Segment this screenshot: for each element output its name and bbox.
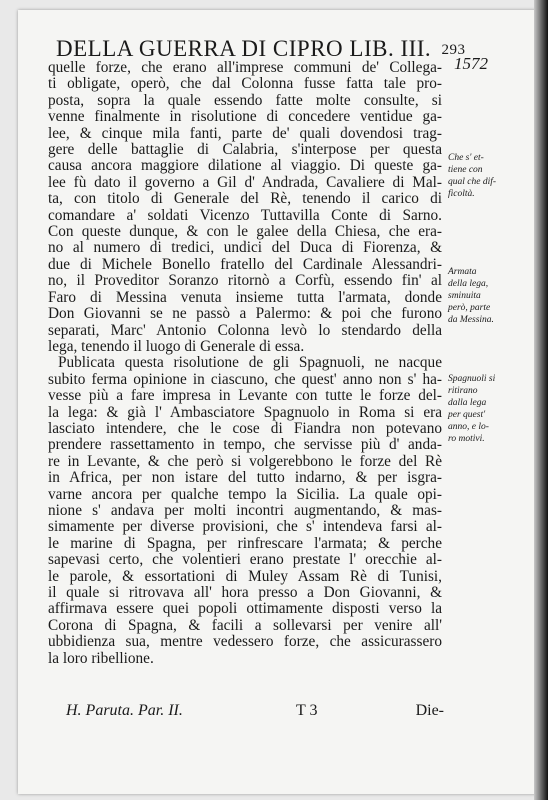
margin-note-line: ro motivi. — [448, 434, 485, 444]
text-line: re in Levante, & che però si volgerebbono le forze del Rè — [48, 453, 442, 470]
text-line: due di Michele Bonello fratello del Cardinale Alessandri- — [48, 256, 442, 273]
margin-year: 1572 — [454, 54, 488, 73]
text-line: Publicata questa risolutione de gli Spagnuoli, ne nacque — [58, 355, 442, 372]
text-line: ubbidienza sua, mentre vedessero forze, che assicurassero — [48, 634, 442, 651]
text-line: posta, sopra la quale essendo fatte molte consulte, si — [48, 92, 442, 109]
margin-note-line: anno, e lo- — [448, 422, 489, 432]
margin-note — [448, 152, 542, 200]
margin-note-line: tiene con — [448, 165, 483, 175]
text-line: lee fù dato il governo a Gil d' Andrada, Cavaliere di Mal- — [48, 174, 442, 191]
text-line: la loro ribellione. — [48, 650, 154, 667]
text-line: simamente per diverse provisioni, che s' intendeva farsi al- — [48, 519, 442, 536]
margin-note-line: però, parte — [448, 303, 491, 313]
margin-note — [448, 373, 542, 445]
margin-note-line: della lega, — [448, 279, 489, 289]
margin-note — [448, 266, 542, 326]
text-line: quelle forze, che erano all'imprese communi de' Collega- — [48, 60, 442, 76]
text-line: le marine di Spagna, per rinfrescare l'armata; & perche — [48, 535, 442, 552]
margin-note-line: dalla lega — [448, 398, 487, 408]
text-line: la lega: & già l' Ambasciatore Spagnuolo in Roma si era — [48, 404, 442, 421]
text-line: in Africa, per non istare del tutto indarno, & per isgra- — [48, 470, 442, 487]
text-line: Corona di Spagna, & facili a sollevarsi per venire all' — [48, 617, 442, 634]
text-line: lega, tenendo il luogo di Generale di essa. — [48, 338, 305, 355]
text-line: nione s' andava per molti incontri augmentando, & mas- — [48, 502, 442, 519]
margin-note-line: sminuita — [448, 291, 481, 301]
text-line: vesse più a fare impresa in Levante con tutte le forze del- — [48, 388, 442, 405]
text-line: gere delle battaglie di Calabria, s'interpose per questa — [48, 142, 442, 159]
margin-note-line: ritirano — [448, 386, 478, 396]
text-line: no al numero di tredici, undici del Duca di Fiorenza, & — [48, 240, 442, 257]
text-line: le parole, & essortationi di Muley Assam Rè di Tunisi, — [48, 568, 442, 585]
margin-note-line: Spagnuoli si — [448, 374, 496, 384]
text-line: no, il Proveditor Soranzo ritornò a Corfù, essendo fin' al — [48, 273, 442, 290]
signature-line: H. Paruta. Par. II. — [66, 702, 183, 719]
text-line: prendere rassettamento in tempo, che servisse più d' anda- — [48, 437, 442, 454]
text-line: Don Giovanni se ne passò a Palermo: & poi che furono — [48, 306, 442, 323]
text-line: Faro di Messina venuta insieme tutta l'armata, donde — [48, 289, 442, 306]
text-line: causa ancora maggiore dilatione al viaggio. Di queste ga- — [48, 158, 442, 175]
margin-note-line: Armata — [448, 267, 477, 277]
text-line: comandare a' soldati Vicenzo Tuttavilla Conte di Sarno. — [48, 207, 442, 224]
text-line: sapevasi certo, che volentieri erano prestate l' orecchie al- — [48, 552, 442, 569]
text-line: lasciato intendere, che le cose di Fiandra non potevano — [48, 420, 442, 437]
margin-note-line: per quest' — [448, 410, 486, 420]
margin-note-line: ficoltà. — [448, 189, 475, 199]
text-line: lee, & cinque mila fanti, parte de' quali dovendosi trag- — [48, 125, 442, 142]
text-line: ta, con titolo di Generale del Rè, tenendo il carico di — [48, 191, 442, 208]
gathering-mark: T 3 — [296, 702, 318, 719]
scan-edge-shadow — [534, 0, 548, 800]
text-line: subito ferma opinione in ciascuno, che quest' anno non s' ha- — [48, 371, 442, 388]
page-footer — [48, 702, 444, 722]
margin-note-line: Che s' et- — [448, 153, 484, 163]
text-line: separati, Marc' Antonio Colonna levò lo stendardo della — [48, 322, 442, 339]
text-line: il quale si ritrovava all' hora presso a Don Giovanni, & — [48, 585, 442, 601]
text-line: venne finalmente in risolutione di concedere ventidue ga- — [48, 109, 442, 126]
text-line: Con queste dunque, & con le galee della Chiesa, che era- — [48, 224, 442, 241]
running-header — [56, 36, 466, 63]
text-line: varne ancora per qualche tempo la Sicilia. La quale opi- — [48, 486, 442, 503]
body-text — [48, 60, 442, 667]
header-title: DELLA GUERRA DI CIPRO LIB. III. — [56, 36, 432, 61]
margin-note-line: qual che dif- — [448, 177, 497, 187]
text-line: affirmava essere quei popoli ottimamente disposti verso la — [48, 601, 442, 618]
book-page — [18, 10, 542, 794]
page-number: 293 — [441, 42, 466, 58]
text-line: ti obligate, operò, che dal Colonna fusse fatta tale pro- — [48, 76, 442, 93]
margin-note-line: da Messina. — [448, 315, 494, 325]
catchword: Die- — [415, 702, 444, 719]
